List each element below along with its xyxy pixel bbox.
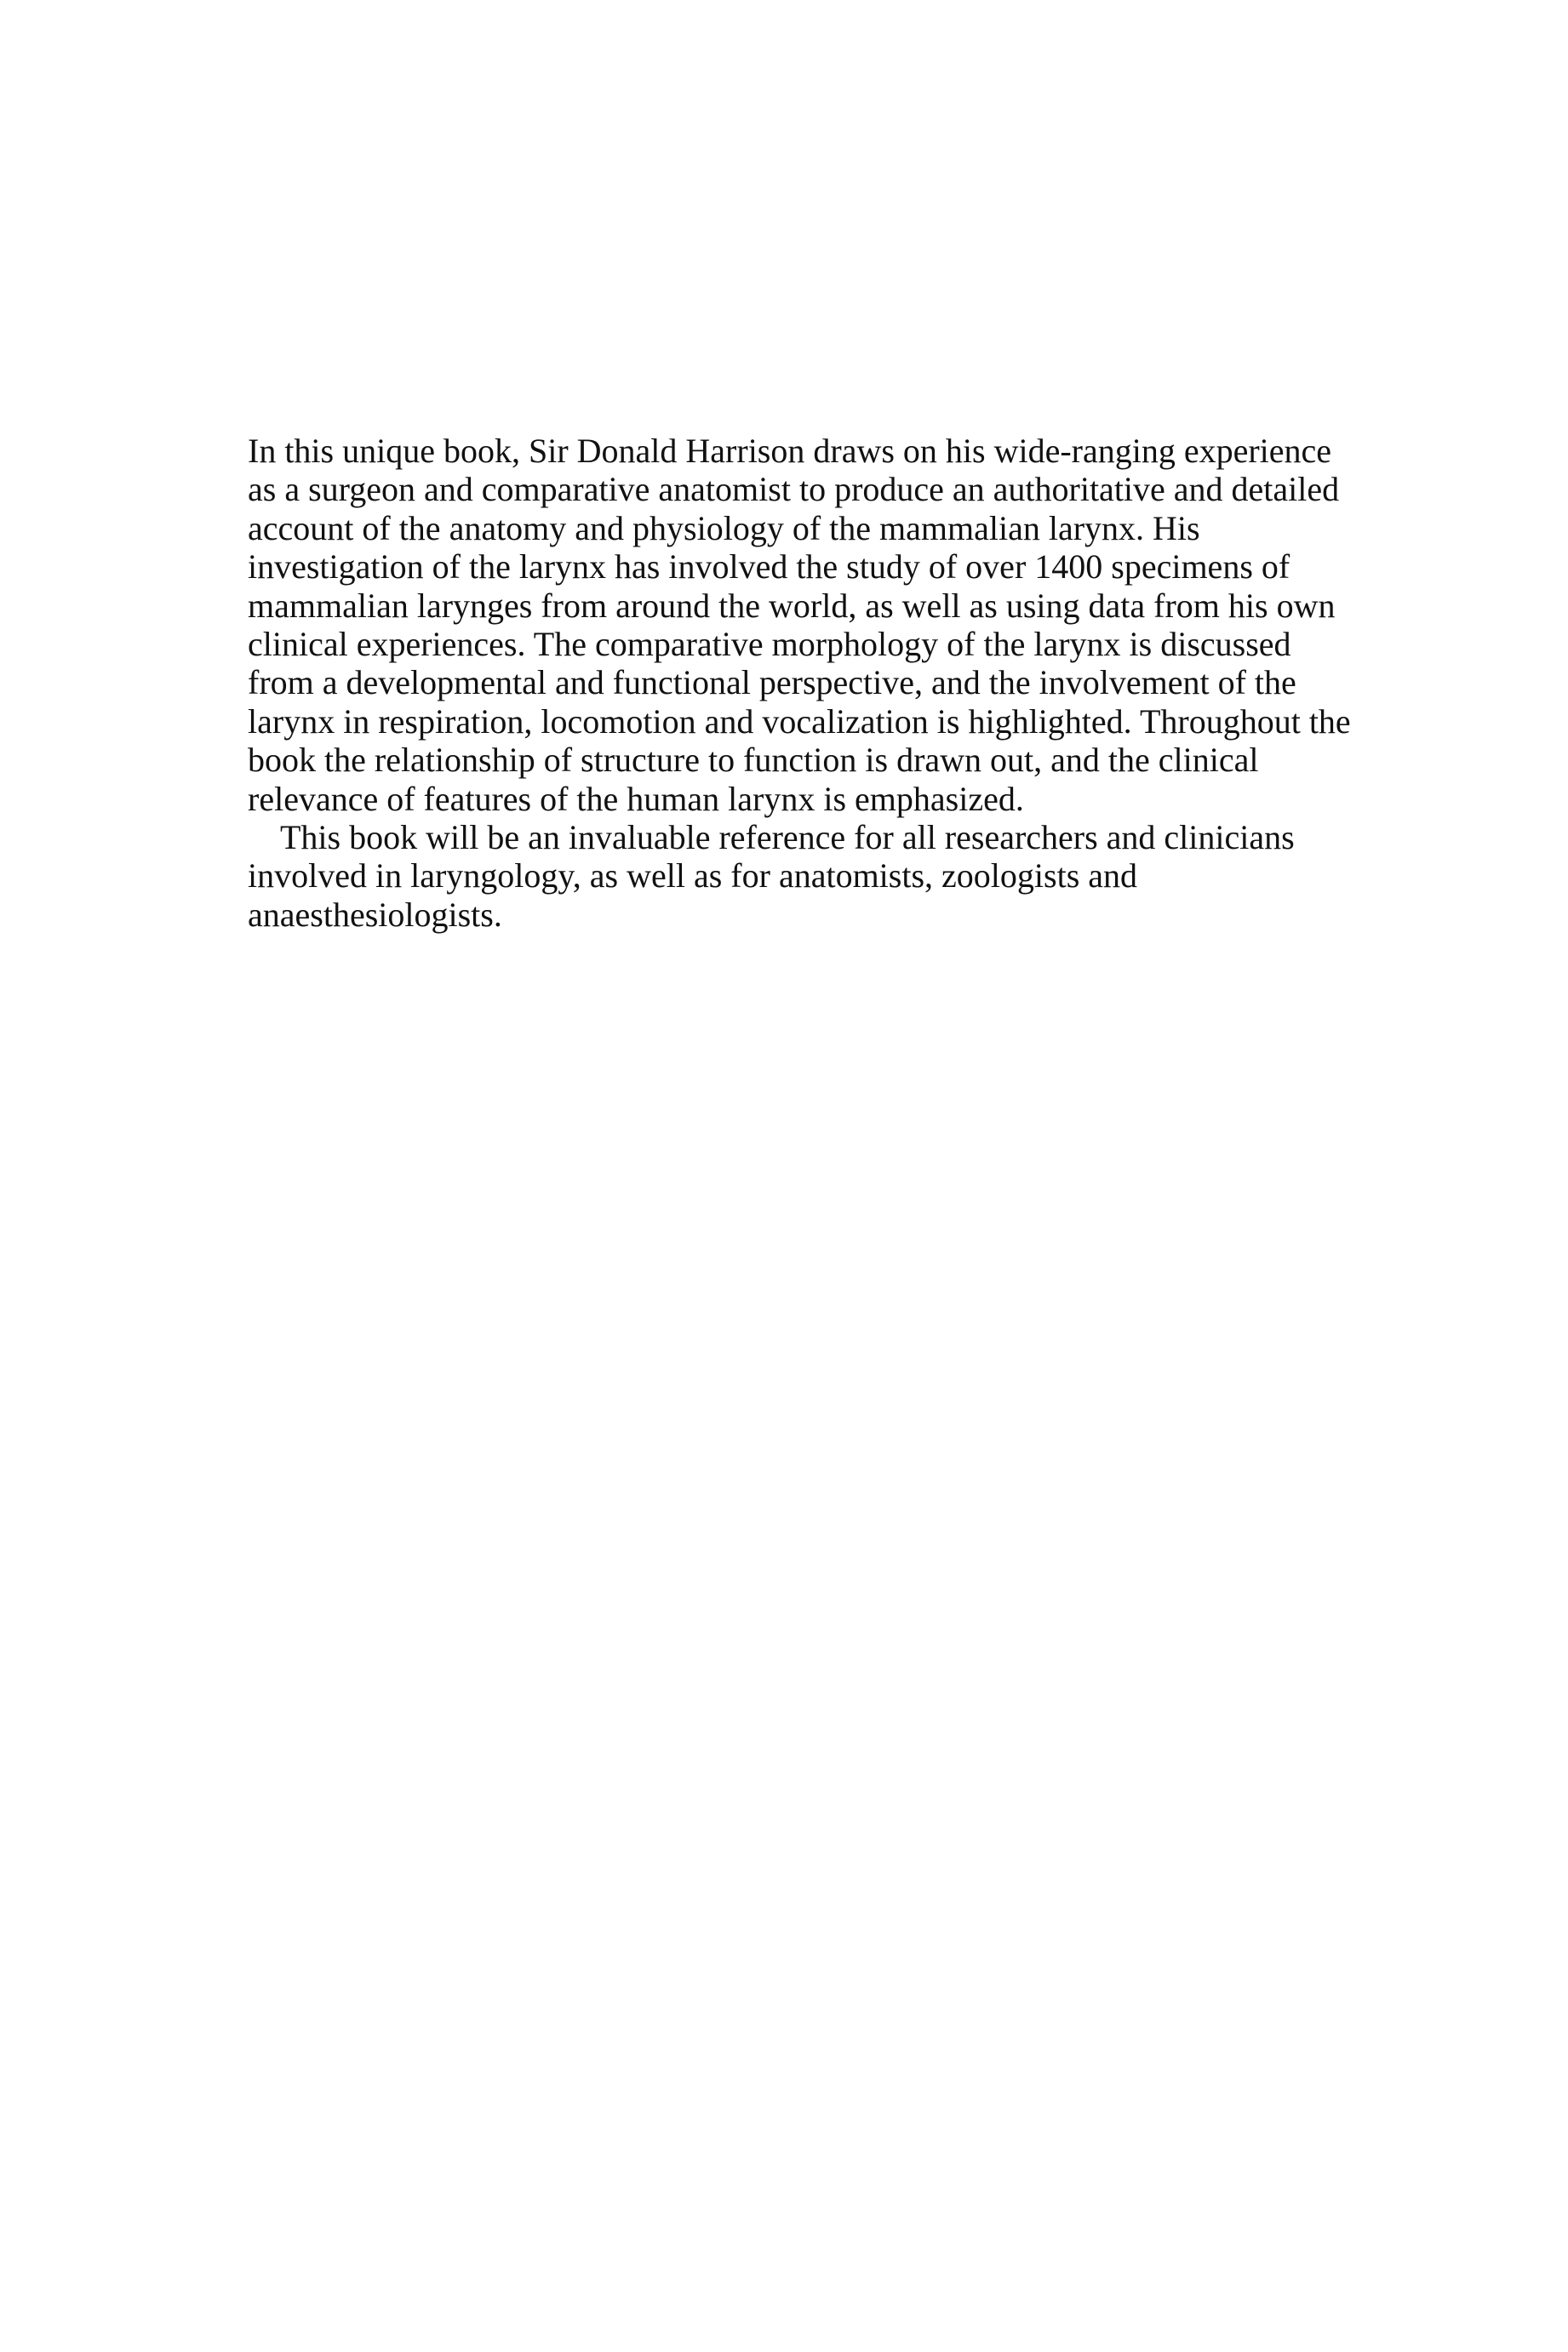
text-line: investigation of the larynx has involved the study of over 1400 specimens of <box>248 547 1290 587</box>
description-paragraph-1 <box>248 432 1351 818</box>
text-line: anaesthesiologists. <box>248 895 502 934</box>
description-paragraph-2 <box>248 818 1329 934</box>
text-line: This book will be an invaluable reference for all researchers and clinicians <box>280 818 1295 857</box>
text-line: larynx in respiration, locomotion and vocalization is highlighted. Throughout the <box>248 701 1351 741</box>
text-line: relevance of features of the human larynx is emphasized. <box>248 779 1024 818</box>
text-line: In this unique book, Sir Donald Harrison draws on his wide-ranging experience <box>248 432 1332 470</box>
text-line: mammalian larynges from around the world, as well as using data from his own <box>248 586 1336 625</box>
book-description <box>248 432 1351 934</box>
text-line: clinical experiences. The comparative morphology of the larynx is discussed <box>248 625 1291 664</box>
text-line: as a surgeon and comparative anatomist to produce an authoritative and detailed <box>248 470 1340 509</box>
text-line: book the relationship of structure to function is drawn out, and the clinical <box>248 741 1259 780</box>
text-line: account of the anatomy and physiology of the mammalian larynx. His <box>248 508 1200 547</box>
text-line: involved in laryngology, as well as for anatomists, zoologists and <box>248 856 1138 896</box>
text-line: from a developmental and functional perspective, and the involvement of the <box>248 663 1296 702</box>
